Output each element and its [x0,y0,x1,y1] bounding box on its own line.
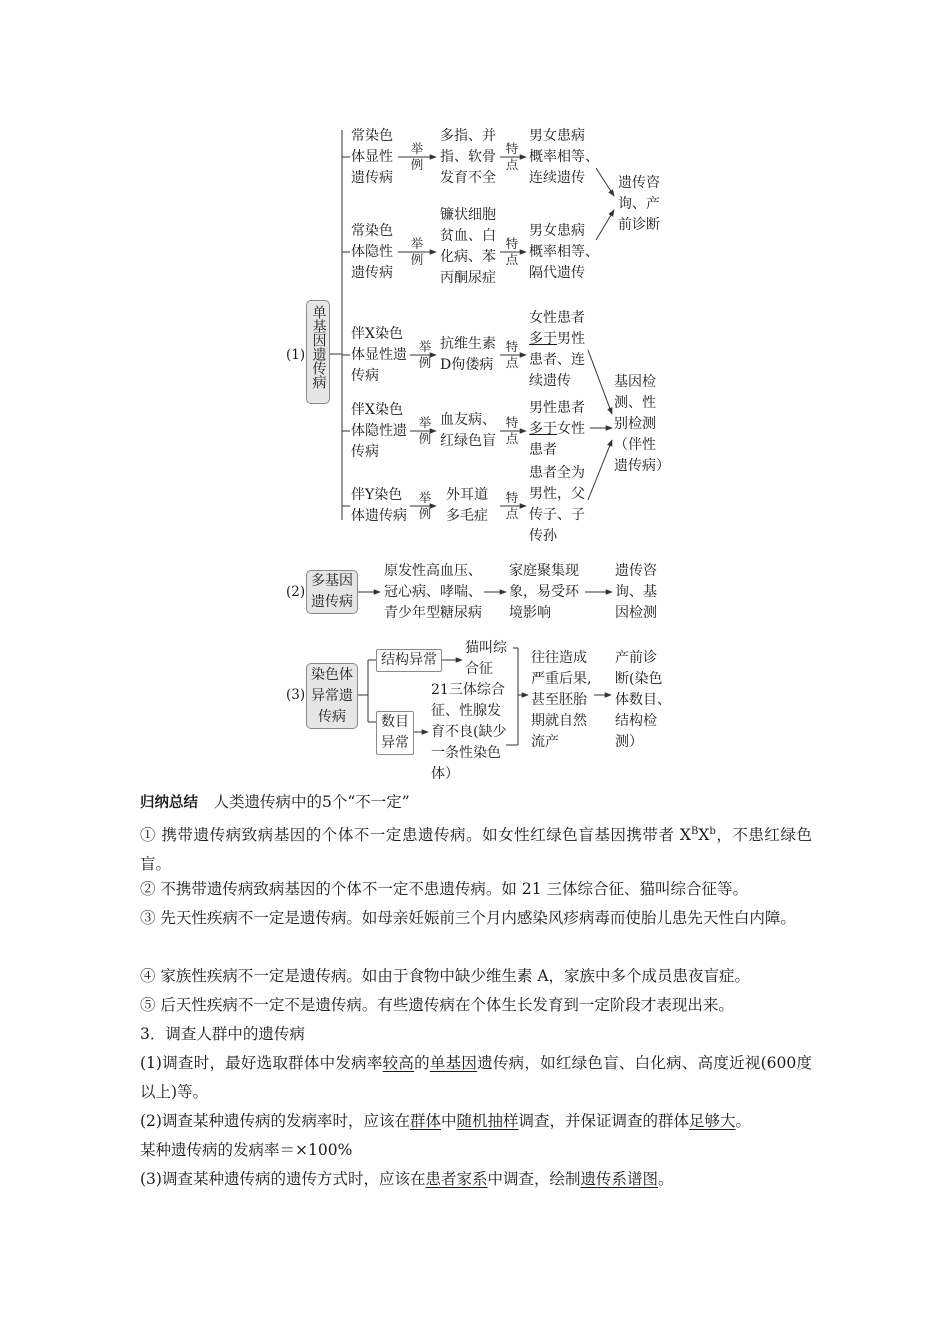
chromosomal-root-label: 染色体 异常遗 传病 [311,667,353,725]
trait-label: 特 点 [505,339,519,370]
structural-example: 猫叫综 合征 [465,640,507,677]
example-label: 举 例 [410,236,424,267]
trait-label: 特 点 [505,415,519,446]
summary-title: 人类遗传病中的5个“不一定” [213,793,410,811]
structural-abnormality-box [376,649,442,672]
section3-paragraph-1: (1)调查时，最好选取群体中发病率较高的单基因遗传病，如红绿色盲、白化病、高度近视(600度以上)等。 [140,1054,812,1101]
branch-x-recessive-trait: 男性患者 多于女性 患者 [529,400,585,458]
section3-paragraph-3: (3)调查某种遗传病的遗传方式时，应该在患者家系中调查，绘制遗传系谱图。 [140,1170,674,1188]
example-label: 举 例 [410,141,424,172]
summary-item-1: ① 携带遗传病致病基因的个体不一定患遗传病。如女性红绿色盲基因携带者 $X^BX^b$，不患红绿色盲。 [140,826,812,874]
section3-heading: 3．调查人群中的遗传病 [140,1025,305,1043]
single-gene-root-label: 单基因遗传病 [310,305,327,389]
example-label: 举 例 [418,490,432,521]
summary-heading-line [140,788,812,818]
part1-number: (1) [286,347,306,363]
chromosomal-root-box [306,663,358,729]
branch-autosomal-recessive-examples: 镰状细胞 贫血、白 化病、苯 丙酮尿症 [440,207,496,286]
trait-label: 特 点 [505,236,519,267]
branch-y-linked-trait: 患者全为 男性，父 传子、子 传孙 [529,465,585,544]
trait-label: 特 点 [505,490,519,521]
polygenic-examples: 原发性高血压、 冠心病、哮喘、 青少年型糖尿病 [384,563,482,621]
summary-item-2: ② 不携带遗传病致病基因的个体不一定不患遗传病。如 21 三体综合征、猫叫综合征等。 [140,880,749,898]
numerical-abnormality-label: 数目 异常 [381,714,409,751]
part3-number: (3) [286,687,306,703]
branch-x-dominant-type: 伴X染色 体显性遗 传病 [351,326,407,384]
numerical-example: 21三体综合 征、性腺发 育不良(缺少 一条性染色 体） [431,682,507,782]
incidence-formula: 某种遗传病的发病率＝×100% [140,1141,353,1159]
branch-autosomal-dominant-examples: 多指、并 指、软骨 发育不全 [440,128,496,186]
branch-autosomal-dominant-trait: 男女患病 概率相等、 连续遗传 [529,128,599,186]
example-label: 举 例 [418,339,432,370]
summary-item-5: ⑤ 后天性疾病不一定不是遗传病。有些遗传病在个体生长发育到一定阶段才表现出来。 [140,996,734,1014]
branch-autosomal-recessive-trait: 男女患病 概率相等、 隔代遗传 [529,223,599,281]
trait-label: 特 点 [505,141,519,172]
summary-item-3: ③ 先天性疾病不一定是遗传病。如母亲妊娠前三个月内感染风疹病毒而使胎儿患先天性白内障。 [140,909,796,927]
branch-x-dominant-examples: 抗维生素 D佝偻病 [440,336,496,373]
summary-heading: 归纳总结 [140,795,198,811]
section3-paragraph-2: (2)调查某种遗传病的发病率时，应该在群体中随机抽样调查，并保证调查的群体足够大。 [140,1112,752,1130]
polygenic-trait: 家庭聚集现 象，易受环 境影响 [509,563,579,621]
polygenic-outcome: 遗传咨 询、基 因检测 [615,563,657,621]
autosomal-outcome: 遗传咨 询、产 前诊断 [618,175,660,233]
polygenic-root-box [306,570,358,614]
part2-number: (2) [286,584,306,600]
structural-abnormality-label: 结构异常 [381,652,437,668]
chromosomal-outcome: 产前诊 断(染色 体数目、 结构检 测） [615,650,671,750]
summary-item-4: ④ 家族性疾病不一定是遗传病。如由于食物中缺少维生素 A，家族中多个成员患夜盲症。 [140,967,751,985]
branch-autosomal-recessive-type: 常染色 体隐性 遗传病 [351,223,393,281]
chromosomal-consequence: 往往造成 严重后果, 甚至胚胎 期就自然 流产 [531,650,592,750]
sex-linked-outcome: 基因检 测、性 别检测 （伴性 遗传病） [614,374,670,474]
branch-x-recessive-examples: 血友病、 红绿色盲 [440,412,496,449]
branch-x-recessive-type: 伴X染色 体隐性遗 传病 [351,402,407,460]
branch-y-linked-type: 伴Y染色 体遗传病 [351,487,407,524]
branch-autosomal-dominant-type: 常染色 体显性 遗传病 [351,128,393,186]
numerical-abnormality-box [376,711,414,755]
example-label: 举 例 [418,415,432,446]
branch-x-dominant-trait: 女性患者 多于男性 患者、连 续遗传 [529,310,585,389]
single-gene-root-box [306,300,330,404]
polygenic-root-label: 多基因 遗传病 [311,573,353,610]
branch-y-linked-examples: 外耳道 多毛症 [446,487,488,524]
